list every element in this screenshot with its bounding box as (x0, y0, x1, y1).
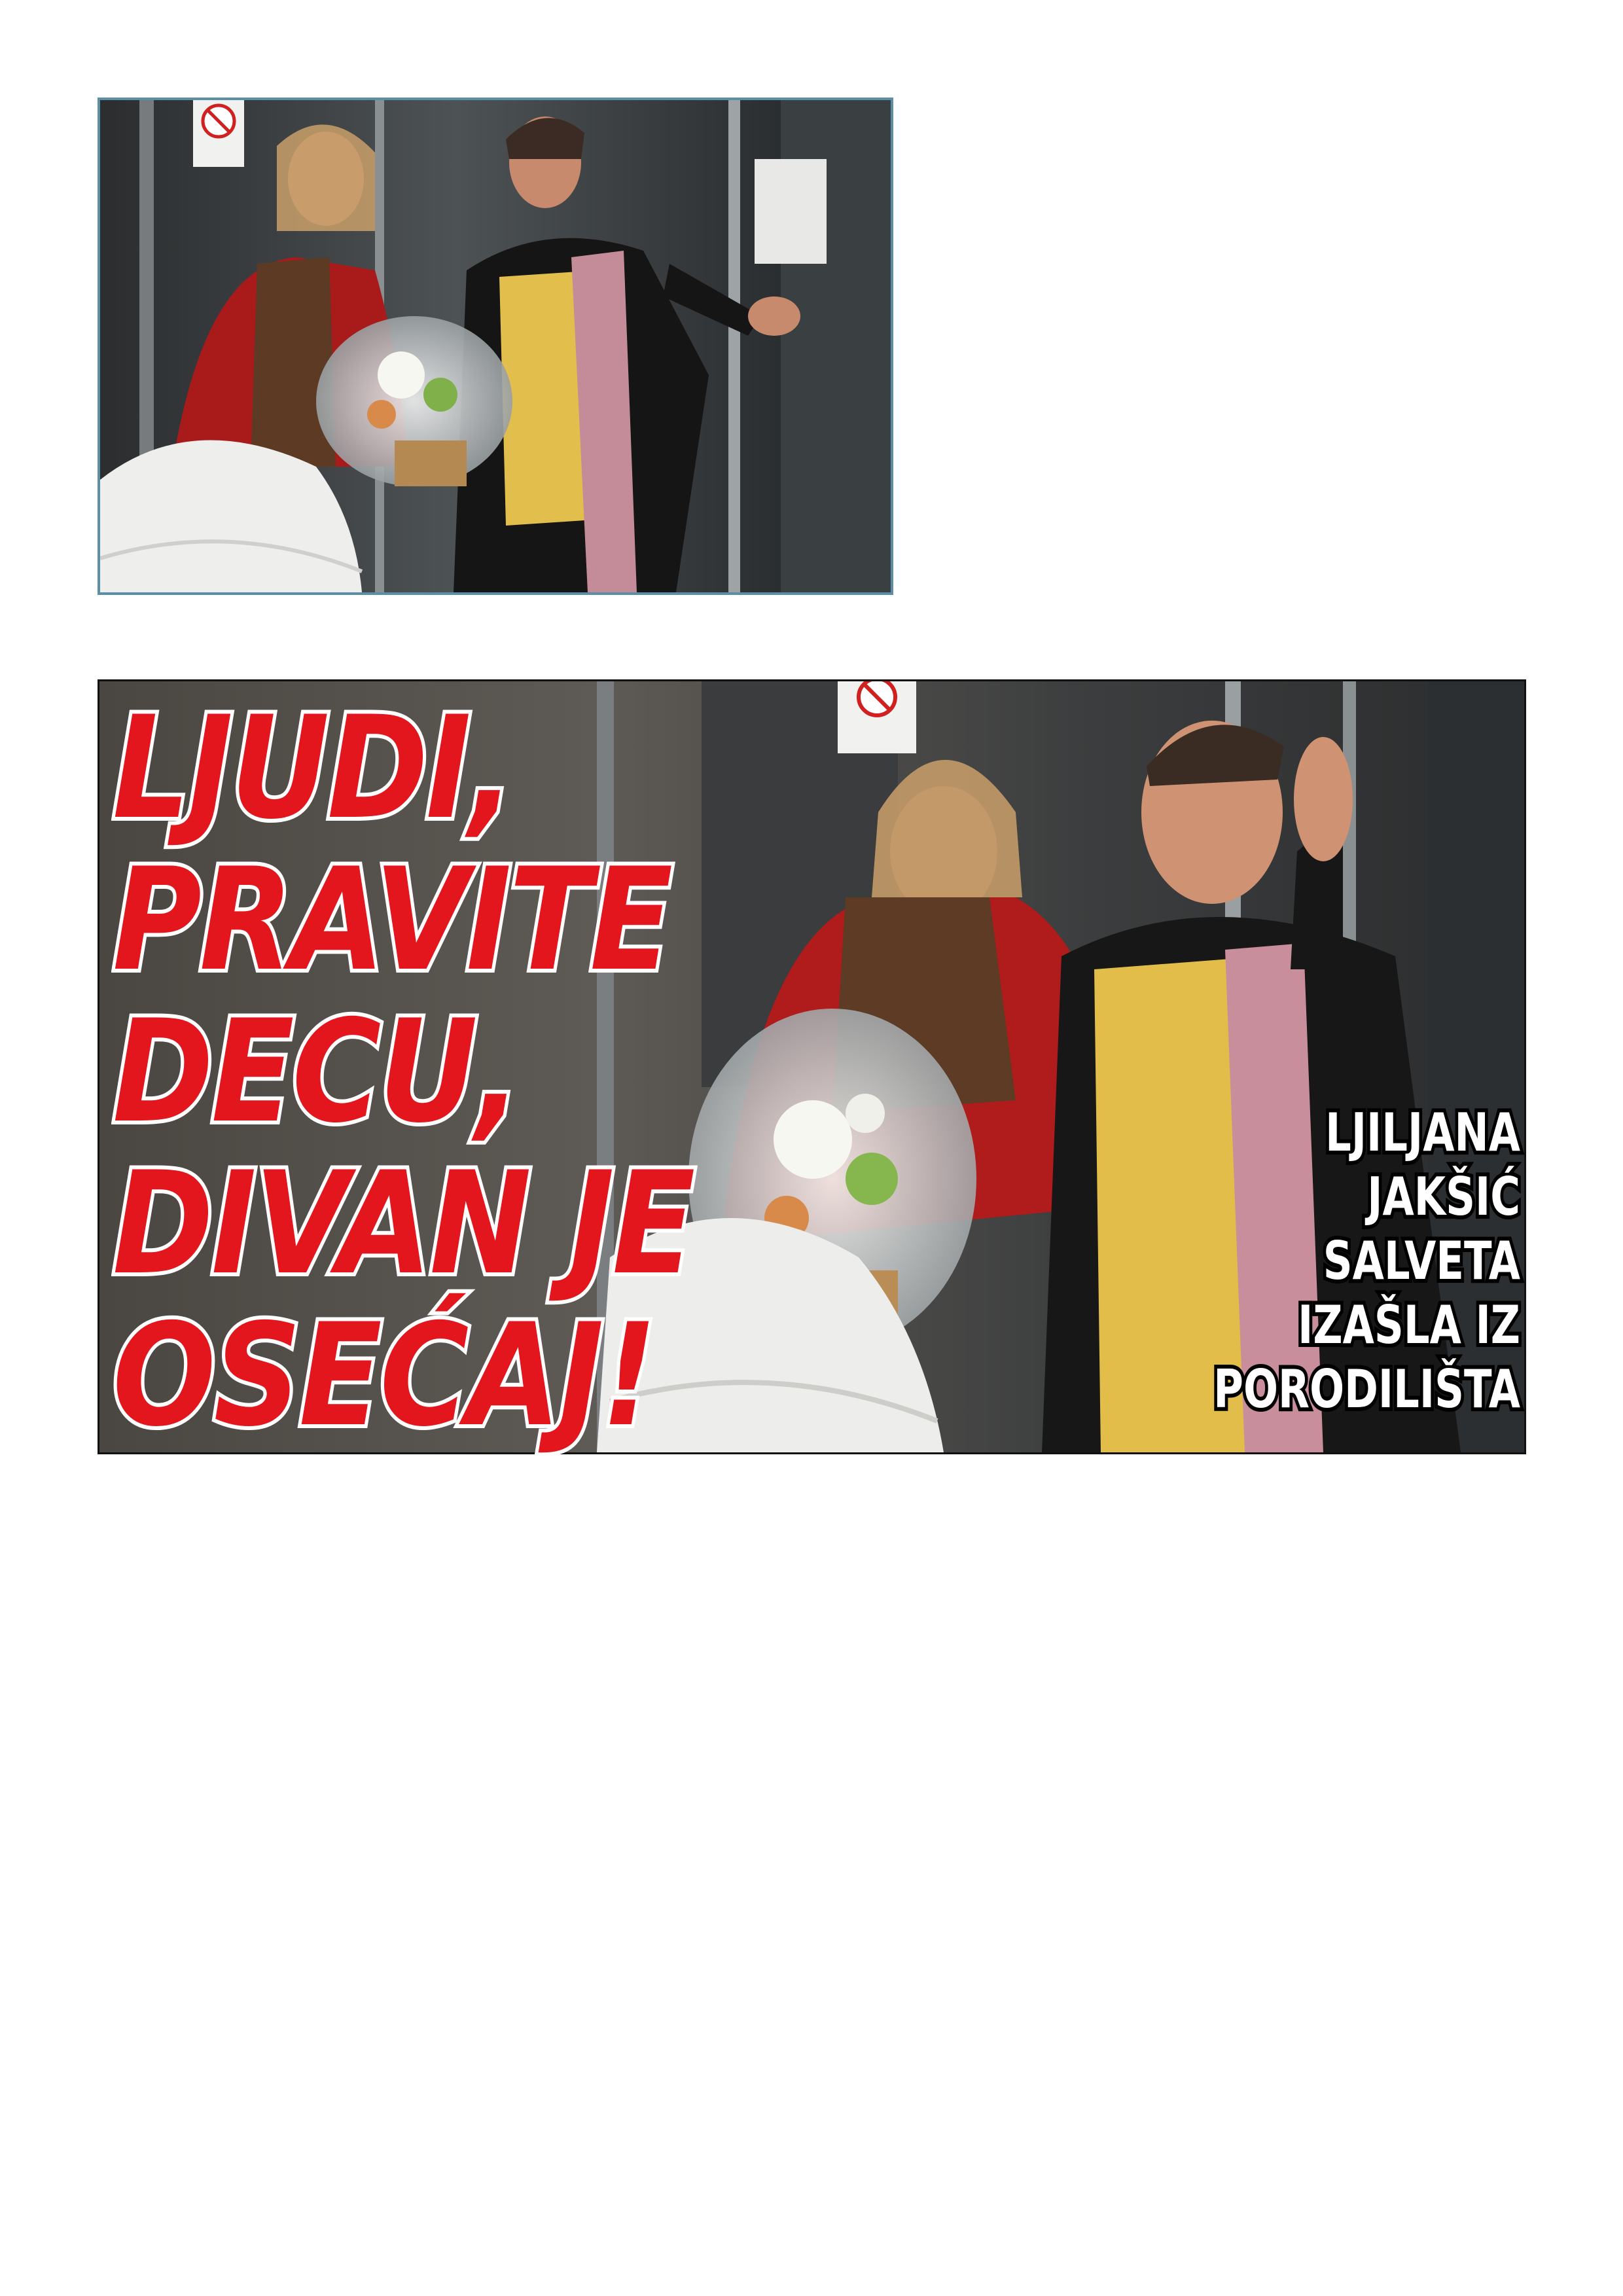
subheadline-line: SALVETA (1323, 1230, 1520, 1291)
subheadline-line: LJILJANA (1325, 1102, 1520, 1163)
headline-line: PRAVITE (113, 838, 671, 1002)
subheadline (1213, 1101, 1520, 1422)
headline-line: DECU, (113, 990, 520, 1154)
subheadline-line: PORODILIŠTA (1213, 1359, 1520, 1420)
headline-line: LJUDI, (113, 686, 513, 850)
subheadline-line: IZAŠLA IZ (1298, 1295, 1520, 1355)
subheadline-line: JAKŠIĆ (1367, 1166, 1520, 1227)
headline-line: DIVAN JE (113, 1141, 693, 1306)
top-photo (98, 98, 893, 595)
headline (113, 686, 693, 1458)
headline-line: OSEĆAJ! (113, 1293, 655, 1458)
